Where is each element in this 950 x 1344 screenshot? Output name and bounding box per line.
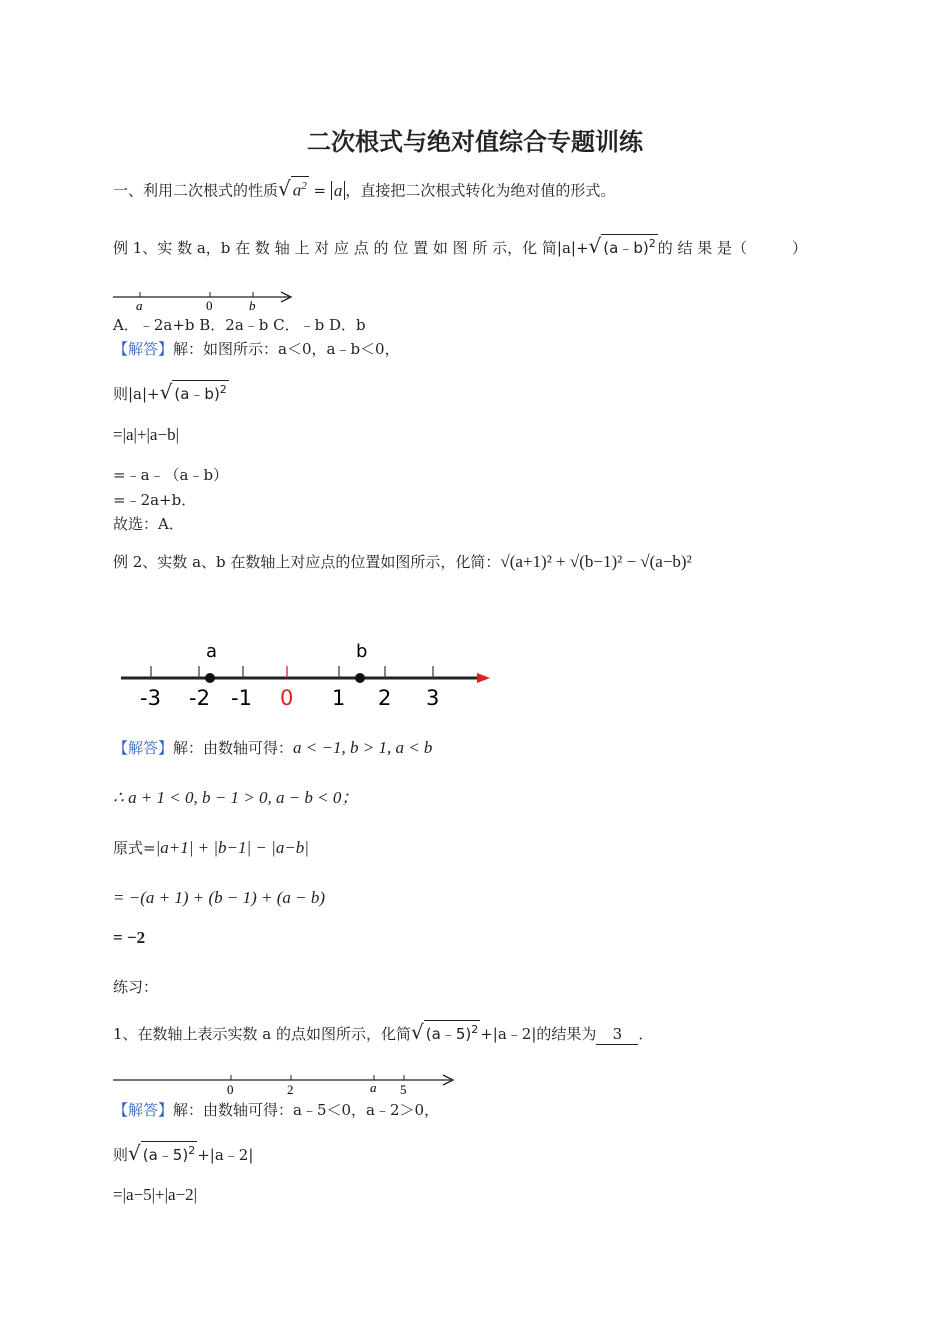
answer-blank: 3 <box>596 1024 638 1045</box>
example-1-question: 例 1、实 数 a，b 在 数 轴 上 对 应 点 的 位 置 如 图 所 示，化 简|a|+√ (a﹣b)$^2$ 的 结 果 是（ ） <box>113 234 808 258</box>
example-2-step-3: = −(a + 1) + (b − 1) + (a − b) <box>113 888 326 907</box>
answer-tag: 【解答】 <box>113 340 174 358</box>
svg-text:2: 2 <box>287 1082 294 1097</box>
page-title: 二次根式与绝对值综合专题训练 <box>307 127 643 156</box>
tick-label: 3 <box>426 686 440 710</box>
example-2-step-4: = −2 <box>113 928 146 947</box>
answer-tag: 【解答】 <box>113 1101 174 1119</box>
svg-text:a: a <box>370 1080 377 1095</box>
practice-question-1: 1、在数轴上表示实数 a 的点如图所示，化简√ (a﹣5)$^2$ +|a﹣2|的结果为 3 ． <box>113 1020 654 1044</box>
tick-label: 1 <box>332 686 346 710</box>
tick-label: 2 <box>378 686 392 710</box>
example-2-number-line <box>113 635 493 715</box>
axis-label-b: b <box>249 298 256 313</box>
tick-label: -3 <box>140 686 161 710</box>
example-2-answer: 【解答】解：由数轴可得：a < −1, b > 1, a < b <box>113 738 433 757</box>
svg-text:5: 5 <box>400 1082 407 1097</box>
example-2-question: 例 2、实数 a、b 在数轴上对应点的位置如图所示，化简：√(a+1)² + √(b−1)² − √(a−b)² <box>113 552 692 571</box>
practice-answer: 【解答】解：由数轴可得：a﹣5＜0，a﹣2＞0， <box>113 1101 440 1119</box>
tick-label-zero: 0 <box>280 686 294 710</box>
example-2-step-2: 原式=|a+1| + |b−1| − |a−b| <box>113 838 309 857</box>
example-1-step-1: 则|a|+√ (a﹣b)$^2$ <box>113 380 227 404</box>
tick-label: -1 <box>231 686 252 710</box>
svg-text:0: 0 <box>227 1082 234 1097</box>
axis-label-a: a <box>136 298 143 313</box>
example-2-step-1: ∴ a + 1 < 0, b − 1 > 0, a − b < 0； <box>113 788 359 807</box>
point-a-label: a <box>206 641 218 662</box>
example-1-step-2: =|a|+|a−b| <box>113 425 179 444</box>
section-1-intro: 一、利用二次根式的性质√ $a^2 = a$ ，直接把二次根式转化为绝对值的形式。 <box>113 176 616 201</box>
answer-tag: 【解答】 <box>113 739 174 757</box>
example-1-step-4: =﹣2a+b． <box>113 491 197 509</box>
axis-label-0: 0 <box>206 298 213 313</box>
example-1-options: A．﹣2a+b B．2a﹣b C．﹣b D．b <box>113 316 366 334</box>
practice-step-1: 则√ (a﹣5)$^2$ +|a﹣2| <box>113 1141 254 1165</box>
practice-step-2: =|a−5|+|a−2| <box>113 1185 198 1204</box>
example-1-step-3: =﹣a﹣（a﹣b） <box>113 466 229 484</box>
example-1-answer: 【解答】解：如图所示：a＜0，a﹣b＜0， <box>113 340 400 358</box>
example-1-number-line <box>113 285 298 315</box>
practice-number-line <box>113 1070 463 1100</box>
tick-label: -2 <box>189 686 210 710</box>
practice-heading: 练习： <box>113 978 159 996</box>
point-b-label: b <box>356 641 368 662</box>
example-1-choose: 故选：A． <box>113 515 184 533</box>
